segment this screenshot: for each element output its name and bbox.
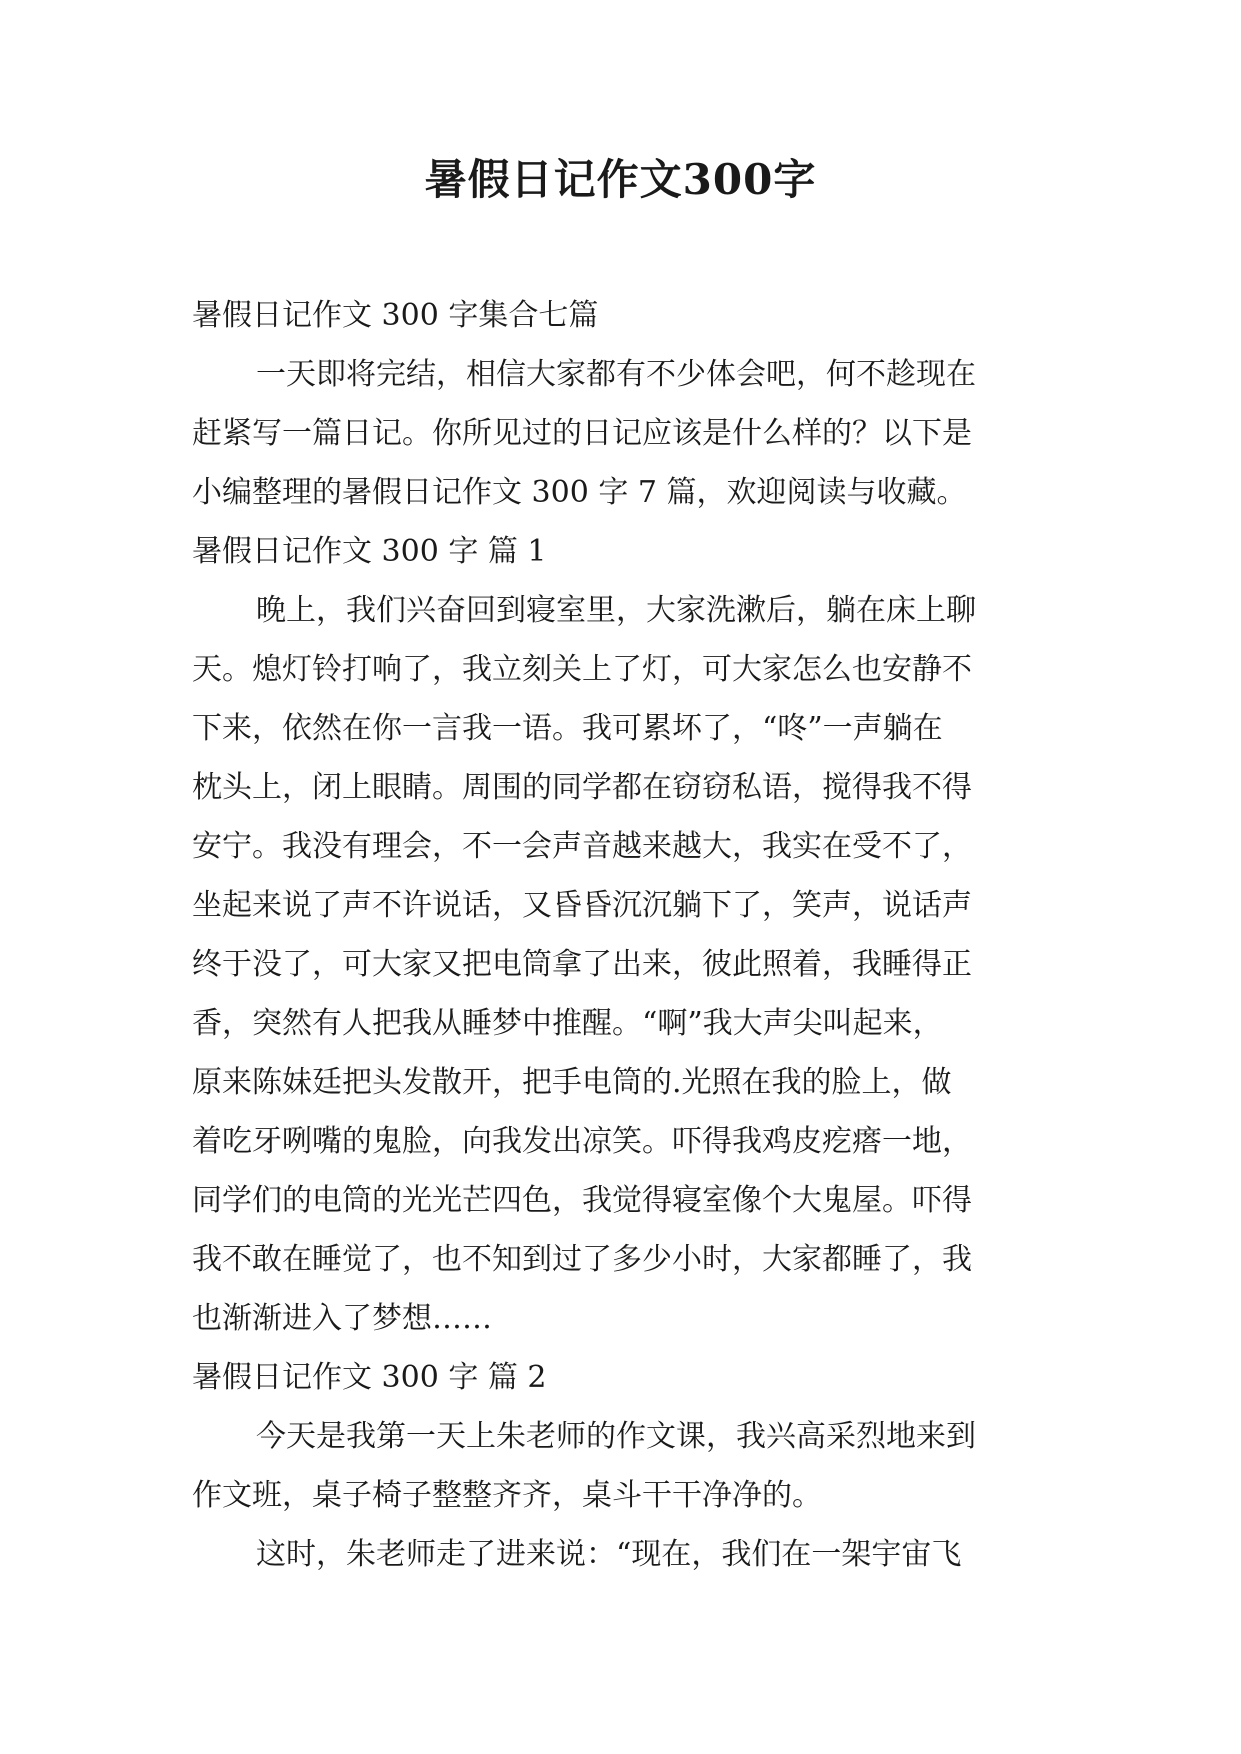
text-line: 着吃牙咧嘴的鬼脸，向我发出凉笑。吓得我鸡皮疙瘩一地， — [192, 1124, 972, 1159]
text-line: 安宁。我没有理会，不一会声音越来越大，我实在受不了， — [192, 829, 972, 864]
text-line: 也渐渐进入了梦想…… — [192, 1301, 492, 1336]
text-line: 这时，朱老师走了进来说：“现在，我们在一架宇宙飞 — [256, 1537, 962, 1572]
text-line: 暑假日记作文 300 字集合七篇 — [192, 298, 599, 333]
text-line: 天。熄灯铃打响了，我立刻关上了灯，可大家怎么也安静不 — [192, 652, 972, 687]
text-line: 晚上，我们兴奋回到寝室里，大家洗漱后，躺在床上聊 — [256, 593, 976, 628]
text-line: 小编整理的暑假日记作文 300 字 7 篇，欢迎阅读与收藏。 — [192, 475, 967, 510]
text-line: 原来陈妹廷把头发散开，把手电筒的.光照在我的脸上，做 — [192, 1065, 952, 1100]
text-line: 暑假日记作文 300 字 篇 1 — [192, 534, 547, 569]
text-line: 一天即将完结，相信大家都有不少体会吧，何不趁现在 — [256, 357, 976, 392]
text-line: 枕头上，闭上眼睛。周围的同学都在窃窃私语，搅得我不得 — [192, 770, 972, 805]
text-line: 坐起来说了声不许说话，又昏昏沉沉躺下了，笑声，说话声 — [192, 888, 972, 923]
text-line: 下来，依然在你一言我一语。我可累坏了，“咚”一声躺在 — [192, 711, 943, 746]
text-line: 今天是我第一天上朱老师的作文课，我兴高采烈地来到 — [256, 1419, 976, 1454]
text-line: 作文班，桌子椅子整整齐齐，桌斗干干净净的。 — [192, 1478, 822, 1513]
document-title: 暑假日记作文300字 — [424, 155, 817, 204]
text-line: 同学们的电筒的光光芒四色，我觉得寝室像个大鬼屋。吓得 — [192, 1183, 972, 1218]
text-line: 终于没了，可大家又把电筒拿了出来，彼此照着，我睡得正 — [192, 947, 972, 982]
document-body — [192, 286, 1062, 1584]
text-line: 暑假日记作文 300 字 篇 2 — [192, 1360, 547, 1395]
text-line: 香，突然有人把我从睡梦中推醒。“啊”我大声尖叫起来， — [192, 1006, 943, 1041]
text-line: 我不敢在睡觉了，也不知到过了多少小时，大家都睡了，我 — [192, 1242, 972, 1277]
text-line: 赶紧写一篇日记。你所见过的日记应该是什么样的？以下是 — [192, 416, 972, 451]
